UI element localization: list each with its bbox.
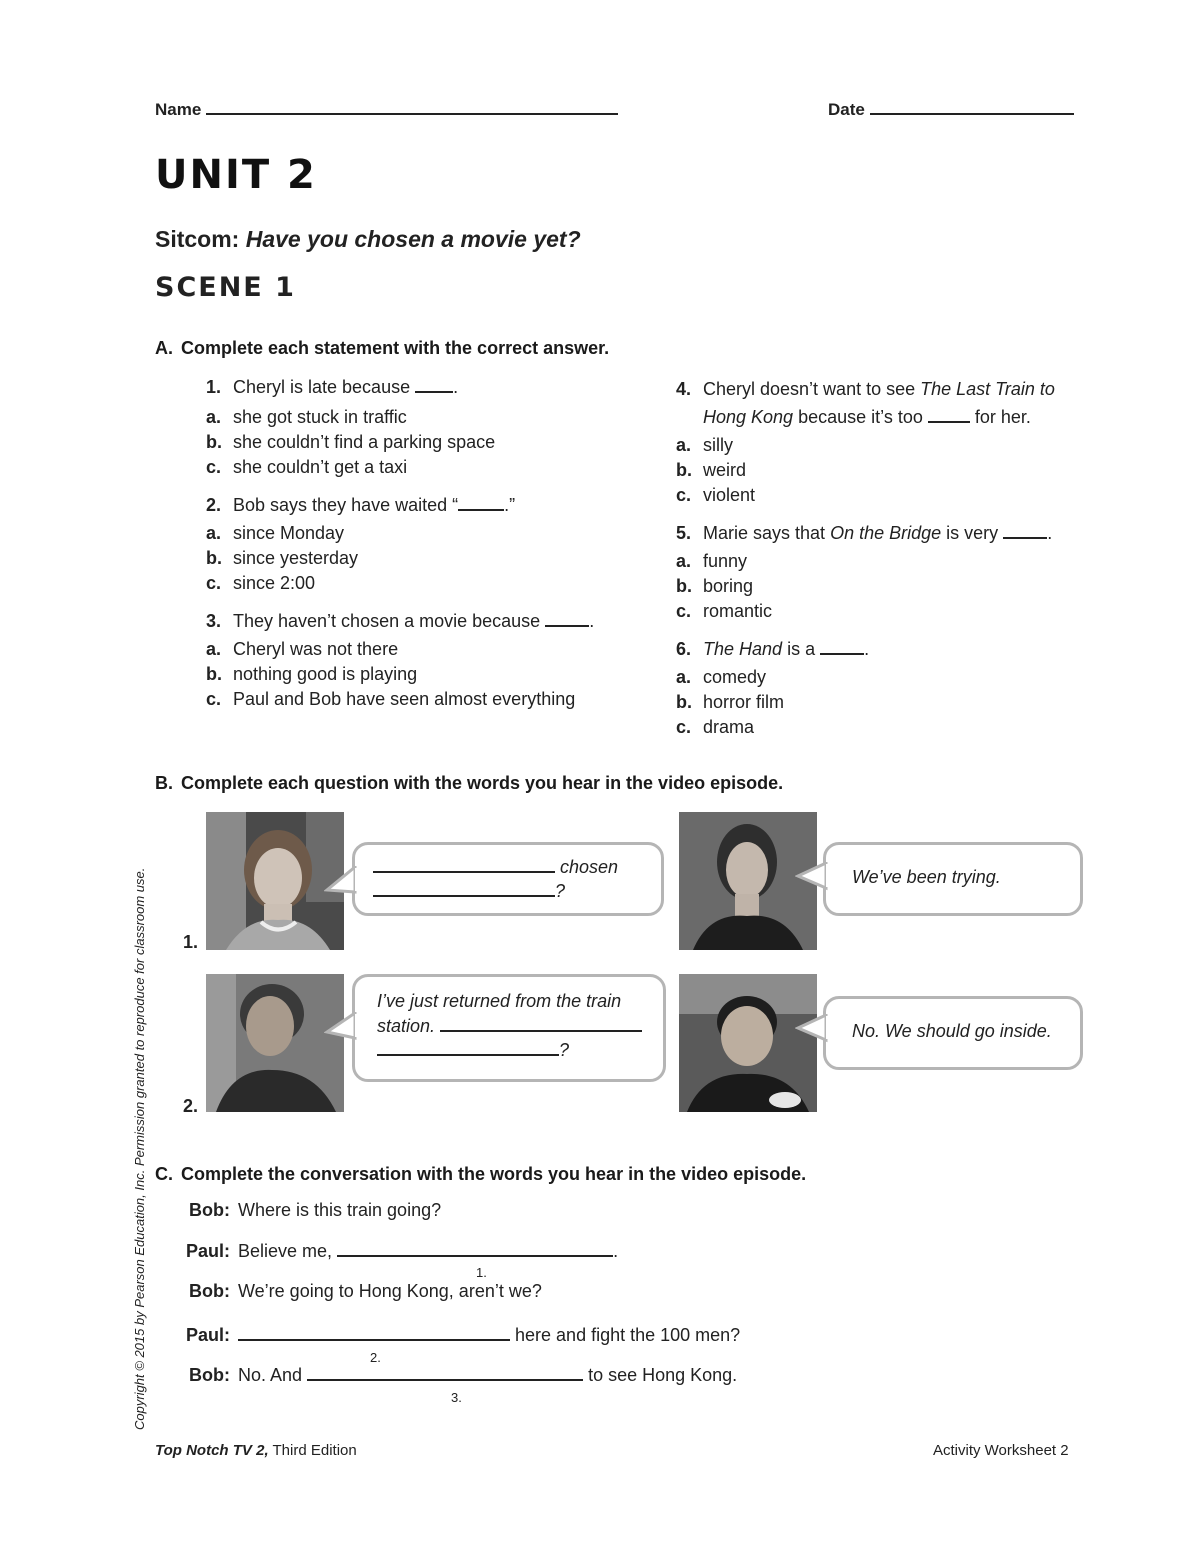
option-c[interactable] bbox=[206, 571, 646, 596]
option-letter: c. bbox=[206, 573, 222, 593]
movie-title: On the Bridge bbox=[830, 523, 942, 543]
line-text: . bbox=[613, 1241, 619, 1261]
question-number: 6. bbox=[676, 639, 692, 659]
question-end: . bbox=[453, 377, 459, 397]
bubble-2-blank-1[interactable] bbox=[440, 1030, 642, 1032]
speech-bubble-reply-1 bbox=[823, 842, 1083, 916]
bubble-1-blank-2[interactable] bbox=[373, 895, 555, 897]
speech-bubble-1 bbox=[352, 842, 664, 916]
option-a[interactable] bbox=[206, 637, 646, 662]
question-text: Cheryl doesn’t want to see bbox=[703, 379, 916, 399]
conversation-blank-3[interactable] bbox=[307, 1379, 583, 1381]
question-number: 5. bbox=[676, 523, 692, 543]
question-1 bbox=[206, 375, 646, 400]
option-text: romantic bbox=[703, 601, 773, 621]
option-text: violent bbox=[703, 485, 756, 505]
blank-number-1: 1. bbox=[476, 1265, 487, 1280]
reply-1-text: We’ve been trying. bbox=[852, 867, 1001, 887]
option-text: Paul and Bob have seen almost everything bbox=[233, 689, 576, 709]
sitcom-episode-title: Have you chosen a movie yet? bbox=[245, 226, 581, 252]
conversation-blank-2[interactable] bbox=[238, 1339, 510, 1341]
question-text: Cheryl is late because bbox=[233, 377, 411, 397]
section-a-right-column bbox=[676, 375, 1096, 740]
option-letter: a. bbox=[206, 407, 222, 427]
option-text: nothing good is playing bbox=[233, 664, 418, 684]
conversation-line-5 bbox=[178, 1365, 737, 1386]
conversation-line-2 bbox=[178, 1241, 618, 1262]
question-end: . bbox=[864, 639, 870, 659]
option-a[interactable] bbox=[206, 405, 646, 430]
item-1-number: 1. bbox=[183, 932, 199, 952]
reply-1-tail bbox=[795, 862, 829, 892]
section-a-left-column bbox=[206, 375, 646, 712]
option-c[interactable] bbox=[206, 687, 646, 712]
option-letter: c. bbox=[206, 689, 222, 709]
option-c[interactable] bbox=[676, 599, 1096, 624]
option-text: since 2:00 bbox=[233, 573, 316, 593]
line-text: here and fight the 100 men? bbox=[515, 1325, 741, 1345]
footer-book-title: Top Notch TV 2, bbox=[155, 1442, 269, 1459]
option-a[interactable] bbox=[676, 433, 1096, 458]
option-text: drama bbox=[703, 717, 755, 737]
bubble-2-qmark: ? bbox=[559, 1040, 570, 1060]
option-c[interactable] bbox=[676, 483, 1096, 508]
option-b[interactable] bbox=[206, 546, 646, 571]
name-line[interactable] bbox=[206, 113, 618, 115]
option-letter: b. bbox=[676, 460, 692, 480]
question-text: is a bbox=[787, 639, 816, 659]
answer-blank[interactable] bbox=[1003, 537, 1047, 539]
option-c[interactable] bbox=[206, 455, 646, 480]
bubble-1-word: chosen bbox=[560, 857, 619, 877]
answer-blank[interactable] bbox=[820, 653, 864, 655]
answer-blank[interactable] bbox=[545, 625, 589, 627]
unit-title: UNIT 2 bbox=[155, 152, 317, 198]
option-text: she got stuck in traffic bbox=[233, 407, 407, 427]
answer-blank[interactable] bbox=[415, 391, 453, 393]
option-letter: c. bbox=[676, 601, 692, 621]
section-b-letter: B. bbox=[155, 773, 173, 793]
question-text: is very bbox=[946, 523, 999, 543]
date-line[interactable] bbox=[870, 113, 1074, 115]
option-letter: c. bbox=[676, 717, 692, 737]
option-letter: a. bbox=[676, 551, 692, 571]
speaker-label: Bob: bbox=[189, 1200, 230, 1220]
section-a-letter: A. bbox=[155, 338, 173, 358]
bubble-1-tail bbox=[324, 866, 358, 900]
question-number: 1. bbox=[206, 377, 222, 397]
option-letter: b. bbox=[206, 664, 222, 684]
name-label: Name bbox=[155, 100, 202, 119]
option-text: funny bbox=[703, 551, 748, 571]
blank-number-2: 2. bbox=[370, 1350, 381, 1365]
speech-bubble-reply-2 bbox=[823, 996, 1083, 1070]
question-number: 2. bbox=[206, 495, 222, 515]
sitcom-title bbox=[155, 226, 581, 253]
option-letter: b. bbox=[206, 432, 222, 452]
option-text: silly bbox=[703, 435, 733, 455]
date-label: Date bbox=[828, 100, 865, 119]
speaker-label: Bob: bbox=[189, 1281, 230, 1301]
option-a[interactable] bbox=[676, 549, 1096, 574]
question-4 bbox=[676, 375, 1096, 431]
section-c-instruction: Complete the conversation with the words you hear in the video episode. bbox=[181, 1164, 807, 1184]
footer-book bbox=[155, 1442, 357, 1459]
line-text: Believe me, bbox=[238, 1241, 333, 1261]
speaker-label: Paul: bbox=[185, 1241, 230, 1261]
item-2-number: 2. bbox=[183, 1096, 199, 1116]
option-text: since Monday bbox=[233, 523, 345, 543]
option-text: boring bbox=[703, 576, 754, 596]
bubble-2-line-2: station. bbox=[377, 1016, 436, 1036]
option-text: Cheryl was not there bbox=[233, 639, 399, 659]
option-letter: a. bbox=[676, 667, 692, 687]
question-text: Marie says that bbox=[703, 523, 826, 543]
option-letter: b. bbox=[676, 576, 692, 596]
conversation-line-4 bbox=[178, 1325, 740, 1346]
name-field bbox=[155, 100, 618, 120]
option-text: weird bbox=[703, 460, 747, 480]
sitcom-label: Sitcom: bbox=[155, 226, 240, 252]
question-5 bbox=[676, 521, 1096, 546]
option-text: comedy bbox=[703, 667, 767, 687]
option-text: she couldn’t get a taxi bbox=[233, 457, 408, 477]
line-text: No. And bbox=[238, 1365, 303, 1385]
section-b-heading bbox=[155, 773, 783, 794]
line-text: Where is this train going? bbox=[238, 1200, 442, 1220]
speech-bubble-2 bbox=[352, 974, 666, 1082]
question-text: Bob says they have waited “ bbox=[233, 495, 459, 515]
bubble-1-qmark: ? bbox=[555, 881, 566, 901]
section-a-heading bbox=[155, 338, 609, 359]
date-field bbox=[828, 100, 1074, 120]
bubble-2-blank-2[interactable] bbox=[377, 1054, 559, 1056]
answer-blank[interactable] bbox=[928, 421, 970, 423]
question-number: 4. bbox=[676, 379, 692, 399]
bubble-2-tail bbox=[324, 1012, 358, 1046]
copyright-notice: Copyright © 2015 by Pearson Education, Inc. Permission granted to reproduce for classroom use. bbox=[132, 867, 147, 1430]
bubble-2-line-1: I’ve just returned from the train bbox=[377, 991, 622, 1011]
line-text: to see Hong Kong. bbox=[588, 1365, 738, 1385]
bubble-1-blank-1[interactable] bbox=[373, 871, 555, 873]
section-b-instruction: Complete each question with the words you hear in the video episode. bbox=[181, 773, 784, 793]
option-b[interactable] bbox=[676, 690, 1096, 715]
option-letter: a. bbox=[206, 523, 222, 543]
conversation-line-3 bbox=[178, 1281, 542, 1302]
question-6 bbox=[676, 637, 1096, 662]
section-c-heading bbox=[155, 1164, 806, 1185]
option-letter: a. bbox=[206, 639, 222, 659]
option-letter: c. bbox=[206, 457, 222, 477]
option-letter: c. bbox=[676, 485, 692, 505]
option-b[interactable] bbox=[206, 662, 646, 687]
option-letter: b. bbox=[676, 692, 692, 712]
option-letter: a. bbox=[676, 435, 692, 455]
option-text: horror film bbox=[703, 692, 785, 712]
question-text: because it’s too bbox=[798, 407, 923, 427]
question-3 bbox=[206, 609, 646, 634]
conversation-line-1 bbox=[178, 1200, 441, 1221]
answer-blank[interactable] bbox=[458, 509, 504, 511]
option-b[interactable] bbox=[206, 430, 646, 455]
option-b[interactable] bbox=[676, 574, 1096, 599]
speaker-label: Bob: bbox=[189, 1365, 230, 1385]
question-number: 3. bbox=[206, 611, 222, 631]
footer-worksheet: Activity Worksheet 2 bbox=[933, 1442, 1069, 1459]
question-end: for her. bbox=[974, 407, 1031, 427]
question-text: They haven’t chosen a movie because bbox=[233, 611, 541, 631]
blank-number-3: 3. bbox=[451, 1390, 462, 1405]
scene-title: SCENE 1 bbox=[155, 272, 296, 303]
question-end: .” bbox=[504, 495, 516, 515]
footer-edition: Third Edition bbox=[272, 1442, 357, 1459]
question-end: . bbox=[589, 611, 595, 631]
speaker-label: Paul: bbox=[185, 1325, 230, 1345]
conversation-blank-1[interactable] bbox=[337, 1255, 613, 1257]
section-c-letter: C. bbox=[155, 1164, 173, 1184]
option-a[interactable] bbox=[676, 665, 1096, 690]
reply-2-tail bbox=[795, 1014, 829, 1044]
question-2 bbox=[206, 493, 646, 518]
option-c[interactable] bbox=[676, 715, 1096, 740]
movie-title: The Hand bbox=[703, 639, 783, 659]
option-b[interactable] bbox=[676, 458, 1096, 483]
line-text: We’re going to Hong Kong, aren’t we? bbox=[238, 1281, 542, 1301]
section-a-instruction: Complete each statement with the correct answer. bbox=[181, 338, 610, 358]
option-text: since yesterday bbox=[233, 548, 359, 568]
option-a[interactable] bbox=[206, 521, 646, 546]
reply-2-text: No. We should go inside. bbox=[852, 1021, 1052, 1041]
option-text: she couldn’t find a parking space bbox=[233, 432, 496, 452]
option-letter: b. bbox=[206, 548, 222, 568]
question-end: . bbox=[1047, 523, 1053, 543]
movie-title: The Last Train to Hong Kong bbox=[703, 379, 1055, 427]
